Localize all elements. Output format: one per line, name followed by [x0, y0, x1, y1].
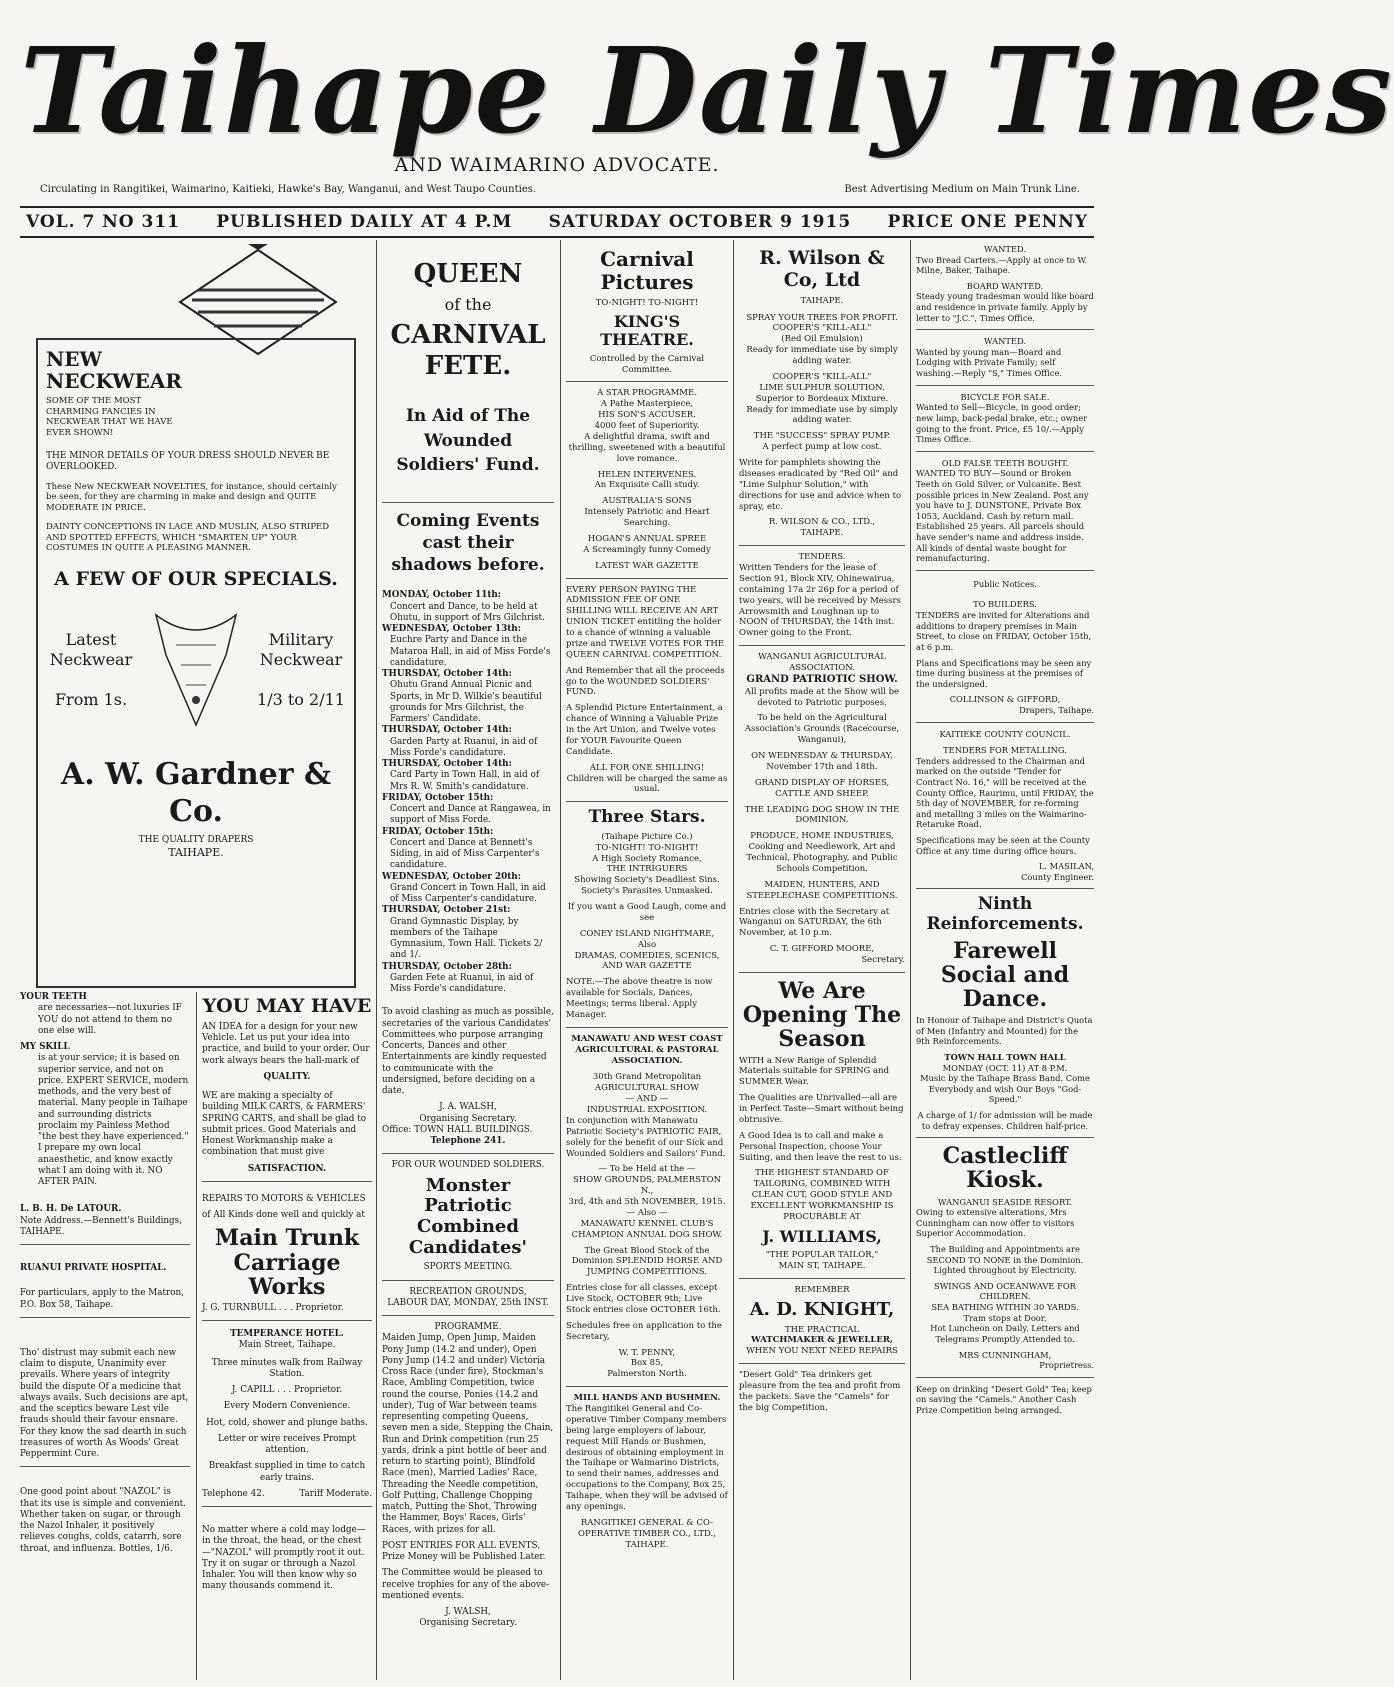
children-charge: Children will be charged the same as usual. — [566, 773, 728, 795]
events-list — [382, 590, 554, 995]
gardner-box — [36, 338, 356, 988]
kings-theatre: KING'S THEATRE. — [600, 311, 694, 350]
programme-committee: The Committee would be pleased to receive trophies for any of the above-mentioned events. — [382, 1568, 550, 1601]
knight-remember: REMEMBER — [794, 1284, 850, 1295]
divider — [566, 578, 728, 579]
opening-text-1: WITH a New Range of Splendid Materials suitable for SPRING and SUMMER Wear. — [739, 1055, 890, 1088]
event-text: Concert and Dance at Bennett's Siding, in aid of Miss Carpenter's candidature. — [390, 837, 540, 871]
dog-show-text: THE LEADING DOG SHOW IN THE DOMINION. — [744, 804, 900, 826]
event-item — [382, 905, 554, 961]
teeth-heading: YOUR TEETH — [20, 992, 87, 1002]
kaitieke-heading: KAITIEKE COUNTY COUNCIL. — [939, 728, 1071, 739]
three-stars-note: NOTE.—The above theatre is now available for Socials, Dances, Meetings; terms liberal. Apply Manager. — [566, 977, 713, 1020]
wanted1-heading: WANTED. — [984, 244, 1026, 254]
three-stars-heading: Three Stars. — [588, 807, 706, 828]
board-text: Steady young tradesman would like board and residence in private family. Apply by letter to "J.C.", Times Office. — [916, 291, 1094, 323]
event-text: Card Party in Town Hall, in aid of Mrs R. W. Smith's candidature. — [390, 770, 540, 792]
gardner-tagline: THE QUALITY DRAPERS — [138, 834, 254, 845]
divider — [916, 722, 1094, 723]
film-desc: A delightful drama, swift and thrilling, sweetened with a beautiful love romance. — [568, 431, 726, 464]
manawatu-and: — AND — — [625, 1094, 669, 1105]
bicycle-text: Wanted to Sell—Bicycle, in good order; new lamp, back-pedal brake, etc.; owner going to the front. Price, £5 10/.—Apply Times Office. — [916, 402, 1088, 445]
military-neckwear-label: Military Neckwear — [259, 629, 343, 669]
kiosk-text: Owing to extensive alterations, Mrs Cunningham can now offer to visitors Superior Accommodation. — [916, 1207, 1075, 1239]
carriage-proprietor: J. G. TURNBULL . . . Proprietor. — [202, 1302, 344, 1313]
public-notices-heading: Public Notices. — [973, 578, 1037, 589]
millhands-firm: RANGITIKEI GENERAL & CO-OPERATIVE TIMBER CO., LTD., — [578, 1517, 716, 1539]
column-divider — [196, 992, 197, 1680]
masthead-rule-bottom — [20, 236, 1094, 238]
gardner-minor: THE MINOR DETAILS OF YOUR DRESS SHOULD NEVER BE OVERLOOKED. — [46, 450, 330, 472]
nazol2-text: No matter where a cold may lodge—in the throat, the head, or the chest—"NAZOL" will promptly root it out. Try it on sugar or through a Nazol Inhaler. You will then know why so many thousands commend it. — [202, 1525, 366, 1592]
three-stars-desc: Showing Society's Deadliest Sins. Society's Parasites Unmasked. — [574, 875, 720, 897]
divider — [202, 1181, 372, 1182]
three-stars-laugh: If you want a Good Laugh, come and see — [567, 902, 727, 923]
divider — [916, 385, 1094, 386]
profits-text: All profits made at the Show will be devoted to Patriotic purposes. — [744, 686, 900, 708]
queen-of-the: of the — [444, 295, 492, 315]
three-stars-romance: A High Society Romance, — [592, 853, 702, 864]
skill-text: is at your service; it is based on superior service, and not on price. EXPERT SERVICE, modern methods, and the very best of material. Many people in Taihape and surrounding districts proclaim my Painless Method "the best they have experienced." I prepare my own local anaesthetic, and know exactly what I am doing with it. NO AFTER PAIN. — [38, 1053, 189, 1187]
carnival-fete-title: CARNIVAL FETE. — [390, 319, 546, 381]
pump-desc: A perfect pump at low cost. — [762, 442, 882, 453]
latest-neckwear-label: Latest Neckwear — [49, 629, 133, 669]
coming-events-heading: Coming Events cast their shadows before. — [391, 511, 545, 575]
williams-street: MAIN ST, TAIHAPE. — [778, 1261, 866, 1272]
event-day: WEDNESDAY, October 20th: — [382, 871, 521, 882]
dentist-address: Note Address.—Bennett's Buildings, TAIHAPE. — [20, 1215, 182, 1237]
hospital-text: For particulars, apply to the Matron, P.O. Box 58, Taihape. — [20, 1288, 184, 1310]
temperance-name: TEMPERANCE HOTEL. — [230, 1329, 344, 1340]
tailoring-standard: THE HIGHEST STANDARD OF TAILORING, COMBINED WITH CLEAN CUT, GOOD STYLE AND EXCELLENT WORKMANSHIP IS PROCURABLE AT — [750, 1168, 894, 1222]
kiosk-bathing: SEA BATHING WITHIN 30 YARDS. — [931, 1302, 1079, 1313]
event-text: Concert and Dance, to be held at Ohutu, in support of Mrs Gilchrist. — [390, 601, 545, 623]
event-item — [382, 725, 554, 759]
event-item — [382, 590, 554, 624]
australia-title: AUSTRALIA'S SONS — [602, 496, 692, 507]
wanganui-dates: ON WEDNESDAY & THURSDAY, November 17th and 18th. — [751, 751, 893, 772]
masthead-rule-top — [20, 206, 1094, 208]
coopers-killall: COOPER'S "KILL-ALL" — [772, 323, 872, 334]
divider — [566, 801, 728, 802]
williams-name: J. WILLIAMS, — [762, 1226, 882, 1246]
hogan-title: HOGAN'S ANNUAL SPREE — [587, 533, 707, 544]
farewell-heading: Farewell Social and Dance. — [940, 937, 1070, 1012]
divider — [739, 972, 905, 973]
column-divider — [733, 240, 734, 1680]
circulation-text: Circulating in Rangitikei, Waimarino, Kaitieki, Hawke's Bay, Wanganui, and West Taupo Counties. — [40, 184, 537, 195]
event-day: THURSDAY, October 14th: — [382, 725, 512, 736]
popular-tailor: "THE POPULAR TAILOR," — [765, 1250, 879, 1261]
war-gazette: LATEST WAR GAZETTE — [595, 560, 699, 571]
masthead — [20, 8, 1394, 178]
collar-illustration-icon — [146, 605, 246, 735]
hogan-desc: A Screamingly funny Comedy — [583, 544, 711, 555]
office-address: Office: TOWN HALL BUILDINGS. — [382, 1124, 533, 1135]
dentist-name: L. B. H. De LATOUR. — [20, 1204, 122, 1215]
event-text: Concert and Dance at Rangawea, in support of Miss Forde. — [390, 804, 551, 826]
moore-title: Secretary. — [861, 955, 905, 966]
divider — [20, 1466, 190, 1467]
farewell-date: MONDAY (OCT. 11) AT 8 P.M. — [942, 1062, 1068, 1073]
millhands-heading: MILL HANDS AND BUSHMEN. — [573, 1393, 721, 1404]
repairs-heading: REPAIRS TO MOTORS & VEHICLES — [202, 1193, 366, 1204]
gardner-dainty: DAINTY CONCEPTIONS IN LACE AND MUSLIN, ALSO STRIPED AND SPOTTED EFFECTS, WHICH "SMARTEN UP" YOUR COSTUMES IN QUITE A PLEASING MANNER. — [46, 521, 330, 554]
metalling-heading: TENDERS FOR METALLING. — [943, 745, 1067, 756]
band-text: Music by the Taihape Brass Band. Come Everybody and wish Our Boys "God-Speed." — [920, 1073, 1090, 1105]
newspaper-subtitle: AND WAIMARINO ADVOCATE. — [394, 154, 720, 176]
manawatu-schedules: Schedules free on application to the Secretary, — [566, 1320, 722, 1342]
film-title: HIS SON'S ACCUSER. — [598, 410, 696, 421]
column-divider — [376, 240, 377, 1680]
advertising-text: Best Advertising Medium on Main Trunk Line. — [844, 184, 1080, 195]
builders-text: TENDERS are invited for Alterations and additions to drapery premises in Main Street, to close on FRIDAY, October 15th, at 6 p.m. — [916, 610, 1092, 652]
millhands-text: The Rangitikei General and Co-operative Timber Company members being large employers of labour, request Mill Hands or Bushmen, desirous of obtaining employment in the Taihape or Waimarino Districts, to send their names, addresses and occupations to the Company, Box 25, Taihape, when they will be advised of any openings. — [566, 1404, 728, 1512]
maiden-text: MAIDEN, HUNTERS, AND STEEPLECHASE COMPETITIONS. — [746, 879, 898, 901]
office-telephone: Telephone 241. — [430, 1136, 506, 1147]
event-item — [382, 624, 554, 669]
event-day: WEDNESDAY, October 13th: — [382, 624, 521, 635]
event-text: Euchre Party and Dance in the Mataroa Hall, in aid of Miss Forde's candidature. — [390, 635, 551, 668]
three-stars-sub: (Taihape Picture Co.) — [601, 831, 693, 842]
wanted2-heading: WANTED. — [984, 336, 1026, 347]
divider — [916, 888, 1094, 889]
event-item — [382, 827, 554, 872]
ready-text-2: Ready for immediate use by simply adding water. — [746, 404, 898, 426]
kiosk-sub: WANGANUI SEASIDE RESORT. — [937, 1196, 1073, 1207]
carnival-pictures-heading: Carnival Pictures — [600, 247, 694, 294]
temperance-letters: Letter or wire receives Prompt attention. — [218, 1433, 356, 1456]
divider — [202, 1506, 372, 1507]
gardner-firm-name: A. W. Gardner & Co. — [60, 756, 332, 829]
patriotic-sports: SPORTS MEETING. — [423, 1262, 513, 1273]
programme-text: Maiden Jump, Open Jump, Maiden Pony Jump (14.2 and under), Open Pony Jump (14.2 and under) Victoria Cross Race (under fire), Stockman's Race, Ambling Competition, twice round the course, Ponies (14.2 and under), Tug of War between teams representing competing Queens, seven men a side, Stepping the Chain, Run and Drink competition (run 25 yards, drink a pint bottle of beer and return to starting point), Blindfold Race (men), Married Ladies' Race, Threading the Needle competition, Golf Putting, Challenge Chopping match, Putting the Shot, Throwing the Hammer, Boys' Races, Girls' Races, with prizes for all. — [382, 1333, 554, 1535]
skill-heading: MY SKILL — [20, 1042, 70, 1052]
manawatu-entries: Entries close for all classes, except Live Stock, OCTOBER 9th; Live Stock entries close OCTOBER 16th. — [566, 1283, 721, 1315]
bordeaux-text: Superior to Bordeaux Mixture. — [755, 393, 889, 404]
helen-desc: An Exquisite Calli study. — [594, 480, 700, 491]
keep-on-text: Keep on drinking "Desert Gold" Tea; keep on saving the "Camels." Another Cash Prize Competition being arranged. — [916, 1383, 1092, 1415]
divider — [566, 1027, 728, 1028]
knight-practical: THE PRACTICAL — [784, 1324, 860, 1335]
tenders-text: Written Tenders for the lease of Section 91, Block XIV, Ohinewairua, containing 17a 2r 26p for a period of two years, will be received by Messrs Arrowsmith and Loughnan up to NOON of THURSDAY, the 14th inst. Owner going to the Front. — [739, 563, 901, 639]
programme-walsh: J. WALSH, — [445, 1607, 491, 1618]
coney-title: CONEY ISLAND NIGHTMARE, — [579, 928, 715, 939]
wilson-column — [739, 244, 905, 1419]
walsh-name: J. A. WALSH, — [439, 1102, 497, 1113]
divider — [739, 545, 905, 546]
divider — [382, 502, 554, 503]
penny-box: Box 85, — [630, 1358, 664, 1369]
opening-text-3: A Good Idea is to call and make a Personal Inspection, choose Your Suiting, and then leave the rest to us. — [739, 1130, 902, 1163]
event-text: Grand Gymnastic Display, by members of the Taihape Gymnasium, Town Hall. Tickets 2/ and 1/. — [390, 916, 543, 961]
left-column — [20, 992, 190, 1560]
admission-text: EVERY PERSON PAYING THE ADMISSION FEE OF ONE SHILLING WILL RECEIVE AN ART UNION TICKET entitling the holder to a chance of winning a valuable prize and TWELVE VOTES FOR THE QUEEN CARNIVAL COMPETITION. — [566, 584, 725, 660]
divider — [739, 1363, 905, 1364]
patriotic-title: Monster Patriotic Combined Candidates' — [408, 1174, 528, 1258]
event-item — [382, 759, 554, 793]
pictures-column — [566, 244, 728, 1550]
manawatu-dates: 3rd, 4th and 5th NOVEMBER, 1915. — [568, 1197, 726, 1208]
gardner-intro: SOME OF THE MOST CHARMING FANCIES IN NECKWEAR THAT WE HAVE EVER SHOWN! — [46, 396, 173, 438]
poem-text: Tho' distrust may submit each new claim to dispute, Unanimity ever prevails. Where years of integrity build the dispute Of a medicine that always avails. Such decisions are apt, and the sceptics beware Lest vile frauds should their favour ensnare. For they know the sad dearth in such treasures of worth As Woods' Great Peppermint Cure. — [20, 1347, 189, 1459]
divider — [20, 1317, 190, 1318]
kiosk-building: The Building and Appointments are SECOND TO NONE in the Dominion. Lighted throughout by Electricity. — [926, 1244, 1084, 1276]
kennel-club: MANAWATU KENNEL CLUB'S CHAMPION ANNUAL DOG SHOW. — [571, 1218, 723, 1240]
ninth-heading: Ninth Reinforcements. — [926, 894, 1084, 935]
spray-heading: SPRAY YOUR TREES FOR PROFIT. — [746, 312, 898, 323]
charge-text: A charge of 1/ for admission will be made to defray expenses. Children half-price. — [917, 1110, 1093, 1131]
queen-title: QUEEN — [413, 259, 523, 289]
manawatu-expo: INDUSTRIAL EXPOSITION. — [586, 1105, 708, 1116]
australia-desc: Intensely Patriotic and Heart Searching. — [584, 507, 710, 529]
divider — [382, 1280, 554, 1281]
town-hall-label: TOWN HALL TOWN HALL — [944, 1051, 1066, 1062]
temperance-street: Main Street, Taihape. — [238, 1340, 336, 1351]
divider — [916, 570, 1094, 571]
teeth-bought-text: WANTED TO BUY—Sound or Broken Teeth on Gold Silver, or Vulcanite. Best possible prices in New Zealand. Post any you have to J. DUNSTONE, Private Box 1053, Auckland. Cash by return mail. Established 25 years. All parcels should have sender's name and address inside. All kinds of dental waste bought for remanufacturing. — [916, 468, 1089, 564]
gardner-town: TAIHAPE. — [168, 845, 224, 859]
programme-secretary: Organising Secretary. — [419, 1618, 517, 1629]
carriage-column — [202, 992, 372, 1598]
divider — [739, 1278, 905, 1279]
divider — [382, 1153, 554, 1154]
masilan-title: County Engineer. — [1021, 871, 1094, 882]
event-text: Ohutu Grand Annual Picnic and Sports, in Mr D. Wilkie's beautiful grounds for Mrs Gilchrist, the Farmers' Candidate. — [390, 680, 542, 725]
manawatu-text: In conjunction with Manawatu Patriotic Society's PATRIOTIC FAIR, solely for the benefit of our Sick and Wounded Soldiers and Sailors' Fund. — [566, 1115, 726, 1159]
pamphlets-text: Write for pamphlets showing the diseases eradicated by "Red Oil" and "Lime Sulphur Solution," with directions for use and advice when to spray, etc. — [739, 458, 902, 512]
lime-sulphur: LIME SULPHUR SOLUTION. — [759, 382, 885, 393]
millhands-town: TAIHAPE. — [625, 1539, 669, 1550]
collinson-title: Drapers, Taihape. — [1019, 704, 1094, 715]
military-neckwear-price: 1/3 to 2/11 — [257, 689, 345, 709]
cunningham-title: Proprietress. — [1039, 1360, 1094, 1371]
newspaper-title: Taihape Daily Times — [20, 21, 1394, 160]
manawatu-heading: MANAWATU AND WEST COAST AGRICULTURAL & PASTORAL ASSOCIATION. — [571, 1033, 723, 1066]
tonight-label: TO-NIGHT! TO-NIGHT! — [595, 298, 699, 308]
pathe-label: A Pathe Masterpiece, — [600, 399, 694, 410]
spray-pump: THE "SUCCESS" SPRAY PUMP. — [753, 431, 891, 442]
divider — [20, 1244, 190, 1245]
temperance-breakfast: Breakfast supplied in time to catch early trains. — [208, 1461, 366, 1483]
event-text: Grand Concert in Town Hall, in aid of Miss Carpenter's candidature. — [390, 882, 546, 905]
carriage-works-name: Main Trunk Carriage Works — [214, 1225, 360, 1300]
aid-title: In Aid of The Wounded Soldiers' Fund. — [396, 406, 540, 476]
produce-text: PRODUCE, HOME INDUSTRIES, Cooking and Needlework, Art and Technical, Photography, and Public Schools Competition. — [746, 831, 898, 874]
event-day: THURSDAY, October 14th: — [382, 669, 512, 680]
volume-number: VOL. 7 NO 311 — [26, 212, 180, 232]
divider — [916, 329, 1094, 330]
programme-heading: PROGRAMME. — [434, 1322, 502, 1333]
latest-neckwear-price: From 1s. — [54, 689, 128, 709]
knight-when: WHEN YOU NEXT NEED REPAIRS — [746, 1346, 898, 1357]
event-day: THURSDAY, October 28th: — [382, 961, 512, 972]
wilson-firm: R. WILSON & CO., LTD., — [768, 517, 876, 528]
manawatu-show: AGRICULTURAL SHOW — [595, 1083, 699, 1094]
military-neckwear — [256, 630, 346, 710]
publication-schedule: PUBLISHED DAILY AT 4 P.M — [216, 212, 513, 232]
three-stars-dramas: DRAMAS, COMEDIES, SCENICS, AND WAR GAZETTE — [574, 950, 720, 972]
gardner-novelties: These New NECKWEAR NOVELTIES, for instance, should certainly be seen, for they are charming in make and design and QUITE MODERATE IN PRICE. — [46, 481, 337, 513]
latest-neckwear — [46, 630, 136, 710]
divider — [916, 451, 1094, 452]
kiosk-swings: SWINGS AND OCEANWAVE FOR CHILDREN. — [934, 1280, 1076, 1302]
circulation-line — [40, 184, 1080, 197]
divider — [739, 645, 905, 646]
coopers-killall-2: COOPER'S "KILL-ALL" — [772, 371, 872, 382]
teeth-bought-heading: OLD FALSE TEETH BOUGHT. — [941, 457, 1069, 468]
honour-text: In Honour of Taihape and District's Quota of Men (Infantry and Mounted) for the 9th Reinforcements. — [916, 1015, 1093, 1047]
temperance-proprietor: J. CAPILL . . . Proprietor. — [231, 1385, 343, 1396]
satisfaction-label: SATISFACTION. — [247, 1163, 327, 1174]
issue-info-bar — [26, 212, 1088, 233]
issue-date: SATURDAY OCTOBER 9 1915 — [548, 212, 852, 232]
kiosk-lunch: Hot Luncheon on Daily. Letters and Telegrams Promptly Attended to. — [930, 1323, 1080, 1344]
event-day: FRIDAY, October 15th: — [382, 792, 494, 803]
controlled-by: Controlled by the Carnival Committee. — [589, 353, 705, 375]
kiosk-heading: Castlecliff Kiosk. — [942, 1143, 1068, 1194]
carnival-column — [382, 244, 554, 1630]
column-divider — [910, 240, 911, 1680]
repairs-text: of All Kinds done well and quickly at — [202, 1210, 365, 1221]
held-text: To be held on the Agricultural Association's Grounds (Racecourse, Wanganui), — [744, 713, 900, 746]
event-day: FRIDAY, October 15th: — [382, 826, 494, 837]
desert-gold-text: "Desert Gold" Tea drinkers get pleasure from the tea and profit from the packets. Save the "Camels" for the big Competition. — [739, 1370, 901, 1413]
temperance-footer — [202, 1489, 372, 1500]
ready-text: Ready for immediate use by simply adding water. — [746, 345, 898, 367]
event-item — [382, 669, 554, 725]
masilan-name: L. MASILAN, — [1038, 861, 1094, 872]
cunningham-name: MRS CUNNINGHAM, — [958, 1349, 1052, 1360]
film-feet: 4000 feet of Superiority. — [594, 421, 700, 432]
gardner-heading: NEW NECKWEAR — [46, 347, 182, 393]
star-programme: A STAR PROGRAMME. — [597, 388, 697, 399]
gardner-specials: A FEW OF OUR SPECIALS. — [54, 567, 338, 590]
programme-entries: POST ENTRIES FOR ALL EVENTS. Prize Money will be Published Later. — [382, 1540, 546, 1563]
patriotic-for: FOR OUR WOUNDED SOLDIERS. — [391, 1160, 545, 1171]
temperance-tariff: Tariff Moderate. — [299, 1488, 372, 1499]
helen-title: HELEN INTERVENES. — [597, 469, 697, 480]
you-may-have-text: AN IDEA for a design for your new Vehicle. Let us put your idea into practice, and build to your order. Our work always bears the hall-mark of — [202, 1021, 370, 1066]
grand-patriotic-show: GRAND PATRIOTIC SHOW. — [746, 673, 898, 685]
event-day: THURSDAY, October 21st: — [382, 905, 511, 916]
nazol-text: One good point about "NAZOL" is that its use is simple and convenient. Whether taken on sugar, or through the Nazol Inhaler, it positively relieves coughs, colds, catarrh, sore throat, and influenza. Bottles, 1/6. — [20, 1487, 186, 1554]
divider — [202, 1320, 372, 1321]
divider — [382, 1315, 554, 1316]
three-stars-also: Also — [637, 939, 657, 950]
divider — [916, 1377, 1094, 1378]
carts-text: WE are making a specialty of building MILK CARTS, & FARMERS' SPRING CARTS, and shall be glad to submit prices. Good Materials and Honest Workmanship make a combination that must give — [202, 1091, 367, 1158]
temperance-baths: Hot, cold, shower and plunge baths. — [206, 1417, 368, 1428]
divider — [566, 1386, 728, 1387]
opening-heading: We Are Opening The Season — [742, 977, 902, 1053]
proceeds-text: And Remember that all the proceeds go to the WOUNDED SOLDIERS' FUND. — [566, 665, 725, 698]
tenders-heading: TENDERS. — [798, 552, 846, 563]
temperance-telephone: Telephone 42. — [202, 1488, 265, 1499]
builders-heading: TO BUILDERS. — [973, 599, 1037, 610]
wanganui-heading: WANGANUI AGRICULTURAL ASSOCIATION. — [758, 652, 886, 674]
gardner-advertisement — [18, 242, 370, 979]
bicycle-heading: BICYCLE FOR SALE. — [960, 391, 1050, 402]
patriotic-date: LABOUR DAY, MONDAY, 25th INST. — [387, 1297, 549, 1308]
temperance-convenience: Every Modern Convenience. — [223, 1401, 351, 1412]
notices-column — [916, 244, 1094, 1421]
three-stars-tonight: TO-NIGHT! TO-NIGHT! — [595, 842, 699, 853]
red-oil-emulsion: (Red Oil Emulsion) — [781, 334, 863, 345]
manawatu-stock: The Great Blood Stock of the Dominion SPLENDID HORSE AND JUMPING COMPETITIONS. — [571, 1245, 723, 1278]
manawatu-held: — To be Held at the — — [598, 1164, 696, 1175]
moore-name: C. T. GIFFORD MOORE, — [769, 944, 875, 955]
walsh-title: Organising Secretary. — [419, 1113, 517, 1124]
temperance-walk: Three minutes walk from Railway Station. — [211, 1357, 363, 1379]
divider — [566, 381, 728, 382]
three-stars-film: THE INTRIGUERS — [606, 864, 688, 875]
event-item — [382, 872, 554, 906]
collinson-name: COLLINSON & GIFFORD, — [949, 694, 1061, 705]
avoid-clashing-text: To avoid clashing as much as possible, secretaries of the various Candidates' Committees who purpose arranging Concerts, Dances and other Entertainments are kindly requested to communicate with the undersigned, before deciding on a date. — [382, 1007, 554, 1097]
wanted1-text: Two Bread Carters.—Apply at once to W. Milne, Baker, Taihape. — [916, 254, 1088, 276]
patriotic-ground: RECREATION GROUNDS, — [409, 1286, 527, 1297]
knight-trade: WATCHMAKER & JEWELLER, — [751, 1335, 893, 1346]
hospital-name: RUANUI PRIVATE HOSPITAL. — [20, 1263, 167, 1273]
display-text: GRAND DISPLAY OF HORSES, CATTLE AND SHEEP. — [754, 777, 890, 799]
event-item — [382, 793, 554, 827]
wanganui-entries: Entries close with the Secretary at Wanganui on SATURDAY, the 6th November, at 10 p.m. — [739, 906, 890, 939]
board-heading: BOARD WANTED. — [966, 280, 1044, 291]
teeth-text: are necessaries—not luxuries IF YOU do not attend to them no one else will. — [38, 1003, 182, 1036]
opening-text-2: The Qualities are Unrivalled—all are in Perfect Taste—Smart without being obtrusive. — [739, 1093, 904, 1125]
wilson-firm-town: TAIHAPE. — [800, 528, 844, 539]
event-day: THURSDAY, October 14th: — [382, 759, 512, 770]
divider — [916, 1137, 1094, 1138]
splendid-text: A Splendid Picture Entertainment, a chance of Winning a Valuable Prize in the Art Union, and Twelve votes for YOUR Favourite Queen Candidate. — [566, 703, 723, 757]
penny-name: W. T. PENNY, — [618, 1347, 676, 1358]
column-divider — [560, 240, 561, 1680]
wanted2-text: Wanted by young man—Board and Lodging with Private Family; self washing.—Reply "S," Times Office. — [916, 346, 1063, 379]
plans-text: Plans and Specifications may be seen any time during business at the premises of the undersigned. — [916, 657, 1092, 689]
event-text: Garden Fete at Ruanui, in aid of Miss Forde's candidature. — [390, 972, 534, 995]
kiosk-tram: Tram stops at Door. — [963, 1312, 1047, 1323]
manawatu-grounds: SHOW GROUNDS, PALMERSTON N., — [572, 1175, 722, 1197]
kaitieke-spec: Specifications may be seen at the County Office at any time during office hours. — [916, 835, 1090, 856]
gardner-specials-row — [46, 600, 346, 740]
all-for-shilling: ALL FOR ONE SHILLING! — [589, 762, 705, 773]
issue-price: PRICE ONE PENNY — [887, 212, 1088, 232]
event-day: MONDAY, October 11th: — [382, 590, 502, 601]
knight-name: A. D. KNIGHT, — [749, 1298, 895, 1320]
event-item — [382, 962, 554, 996]
penny-town: Palmerston North. — [607, 1369, 687, 1380]
quality-label: QUALITY. — [263, 1071, 311, 1082]
you-may-have-heading: YOU MAY HAVE — [202, 995, 372, 1017]
manawatu-grand: 30th Grand Metropolitan — [592, 1072, 702, 1083]
kaitieke-text: Tenders addressed to the Chairman and marked on the outside "Tender for Contract No. 16," will be received at the County Office, Raurimu, until FRIDAY, the 5th day of NOVEMBER, for re-forming and metalling 3 miles on the Waimarino-Retaruke Road. — [916, 755, 1094, 830]
manawatu-also: — Also — — [626, 1207, 668, 1218]
wilson-heading: R. Wilson & Co, Ltd — [759, 247, 885, 291]
wilson-town: TAIHAPE. — [800, 295, 844, 306]
event-text: Garden Party at Ruanui, in aid of Miss Forde's candidature. — [390, 736, 538, 758]
